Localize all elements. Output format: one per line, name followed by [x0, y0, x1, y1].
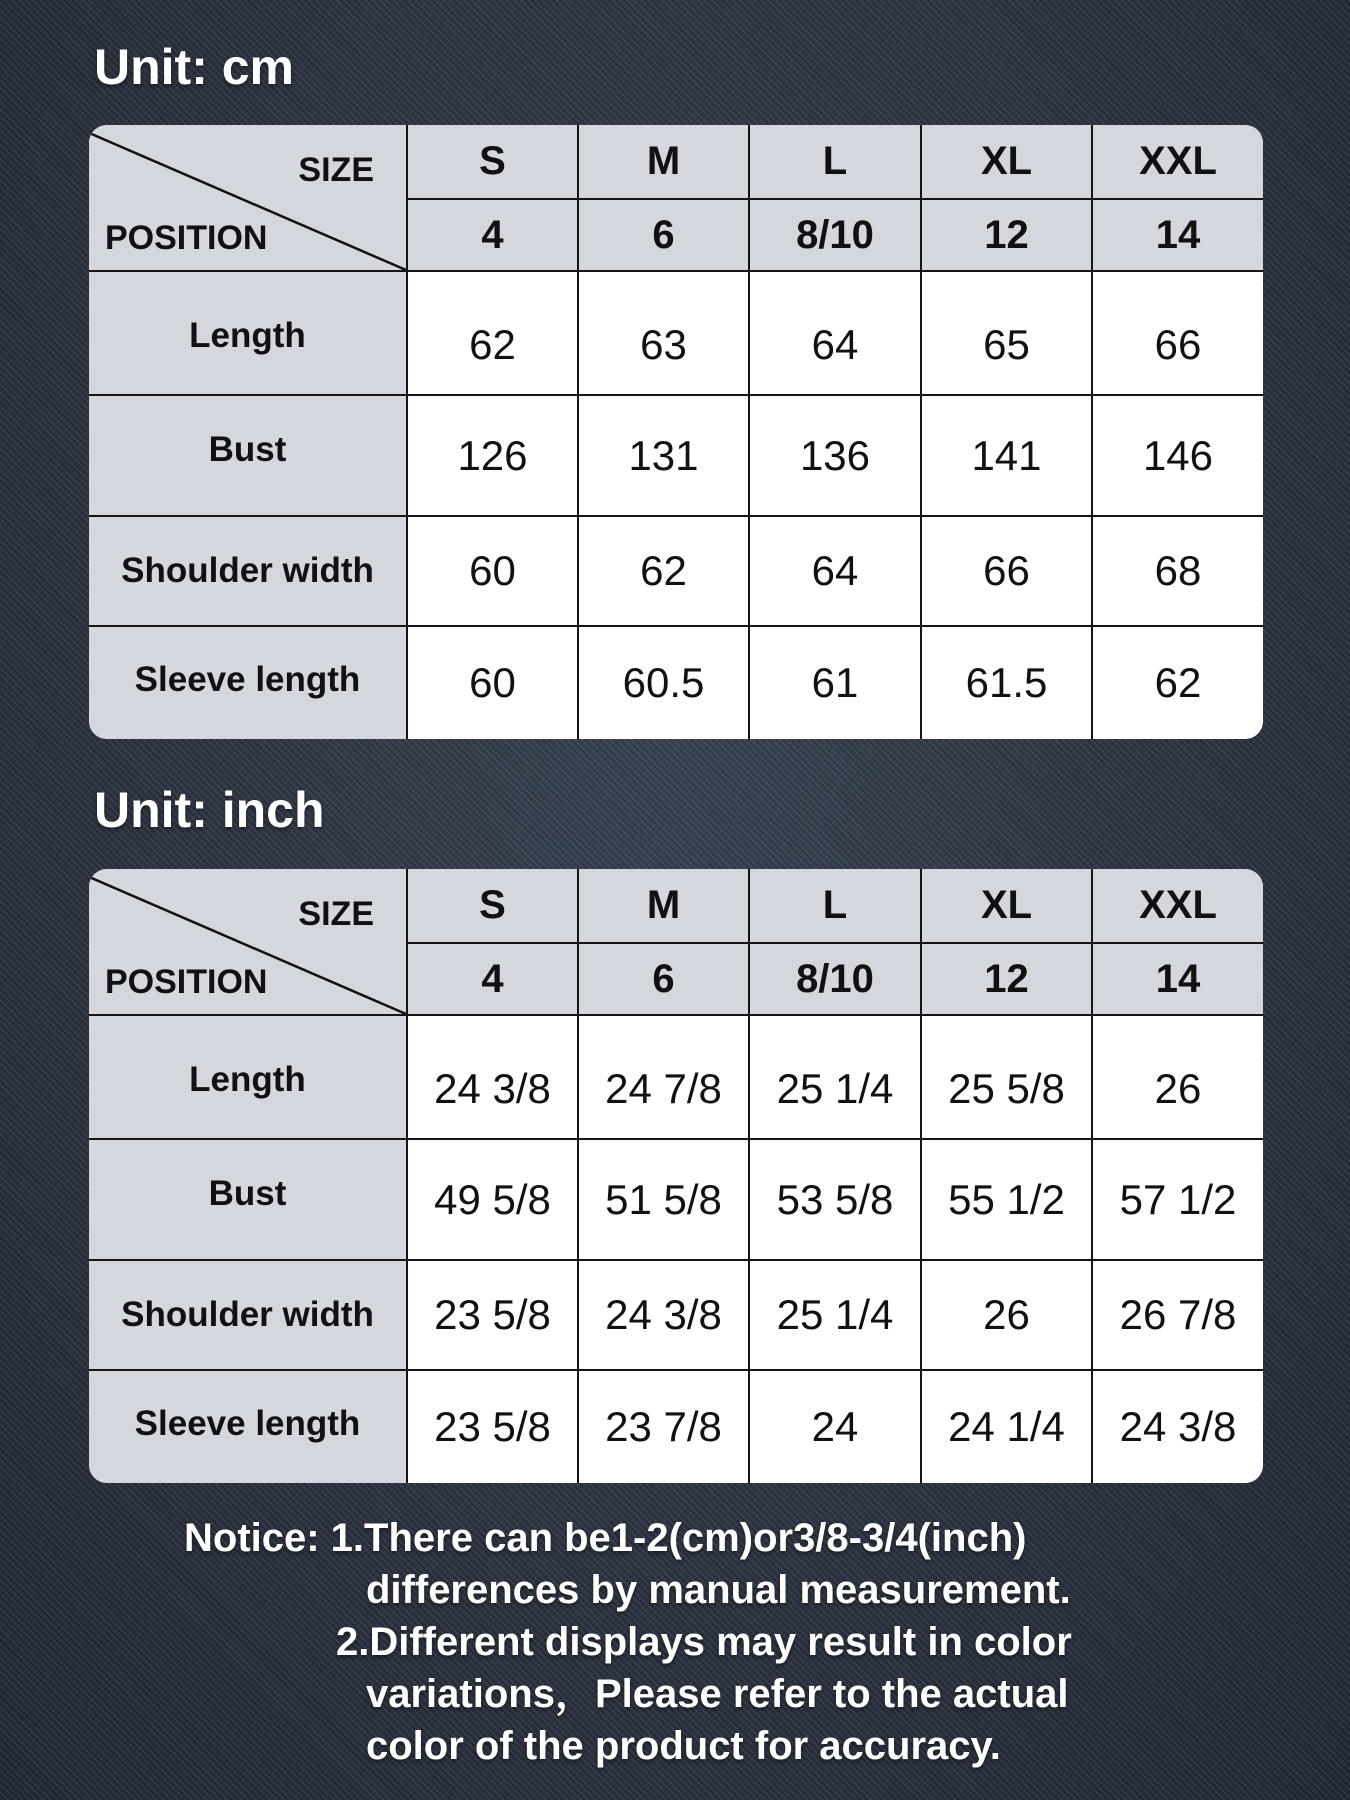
value-cell: 24 1/4: [921, 1370, 1092, 1483]
value-cell: 65: [921, 271, 1092, 395]
value-cell: 25 5/8: [921, 1015, 1092, 1139]
value-cell: 64: [749, 271, 921, 395]
value-cell: 53 5/8: [749, 1139, 921, 1260]
value-cell: 62: [407, 271, 578, 395]
size-table-cm: [89, 125, 1263, 739]
unit-title-cm: Unit: cm: [94, 39, 294, 95]
value-cell: 62: [578, 516, 749, 626]
size-number-cell: 6: [578, 943, 749, 1015]
value-cell: 24: [749, 1370, 921, 1483]
notice-line: variations，Please refer to the actual: [366, 1672, 1069, 1716]
notice-line: color of the product for accuracy.: [366, 1724, 1001, 1768]
value-cell: 68: [1092, 516, 1263, 626]
table-row: [89, 271, 1263, 395]
row-label-length: Length: [89, 271, 407, 395]
size-number-cell: 12: [921, 199, 1092, 271]
value-cell: 25 1/4: [749, 1260, 921, 1370]
value-cell: 60: [407, 516, 578, 626]
value-cell: 61.5: [921, 626, 1092, 739]
value-cell: 26: [921, 1260, 1092, 1370]
notice-line: Notice: 1.There can be1-2(cm)or3/8-3/4(inch): [184, 1516, 1027, 1560]
value-cell: 23 5/8: [407, 1260, 578, 1370]
value-cell: 23 5/8: [407, 1370, 578, 1483]
value-cell: 60.5: [578, 626, 749, 739]
size-header-cell: M: [578, 125, 749, 199]
corner-position-label: POSITION: [105, 219, 268, 257]
value-cell: 66: [921, 516, 1092, 626]
size-header-cell: S: [407, 125, 578, 199]
table-row: [89, 1370, 1263, 1483]
value-cell: 51 5/8: [578, 1139, 749, 1260]
value-cell: 26: [1092, 1015, 1263, 1139]
row-label-sleeve-length: Sleeve length: [89, 626, 407, 739]
value-cell: 25 1/4: [749, 1015, 921, 1139]
value-cell: 49 5/8: [407, 1139, 578, 1260]
size-header-cell: XXL: [1092, 869, 1263, 943]
notice-line: differences by manual measurement.: [366, 1568, 1071, 1612]
size-number-cell: 14: [1092, 943, 1263, 1015]
size-number-cell: 12: [921, 943, 1092, 1015]
value-cell: 141: [921, 395, 1092, 516]
value-cell: 146: [1092, 395, 1263, 516]
value-cell: 26 7/8: [1092, 1260, 1263, 1370]
table-row: [89, 395, 1263, 516]
unit-title-inch: Unit: inch: [94, 782, 325, 838]
value-cell: 136: [749, 395, 921, 516]
value-cell: 55 1/2: [921, 1139, 1092, 1260]
corner-position-label: POSITION: [105, 963, 268, 1001]
corner-size-label: SIZE: [298, 151, 374, 189]
size-header-cell: XL: [921, 125, 1092, 199]
value-cell: 61: [749, 626, 921, 739]
notice-line: 2.Different displays may result in color: [336, 1620, 1072, 1664]
value-cell: 24 3/8: [578, 1260, 749, 1370]
size-header-cell: XXL: [1092, 125, 1263, 199]
value-cell: 131: [578, 395, 749, 516]
row-label-length: Length: [89, 1015, 407, 1139]
size-number-cell: 4: [407, 199, 578, 271]
row-label-shoulder-width: Shoulder width: [89, 516, 407, 626]
value-cell: 24 7/8: [578, 1015, 749, 1139]
value-cell: 24 3/8: [1092, 1370, 1263, 1483]
size-header-row: [89, 869, 1263, 943]
table-row: [89, 1260, 1263, 1370]
corner-header-cell: [89, 125, 407, 271]
notice-block: [184, 1512, 1072, 1772]
size-number-cell: 4: [407, 943, 578, 1015]
size-table-inch: [89, 869, 1263, 1483]
value-cell: 62: [1092, 626, 1263, 739]
corner-size-label: SIZE: [298, 895, 374, 933]
value-cell: 60: [407, 626, 578, 739]
size-header-cell: L: [749, 125, 921, 199]
value-cell: 63: [578, 271, 749, 395]
size-number-cell: 8/10: [749, 199, 921, 271]
value-cell: 24 3/8: [407, 1015, 578, 1139]
value-cell: 64: [749, 516, 921, 626]
table-row: [89, 1015, 1263, 1139]
size-header-cell: L: [749, 869, 921, 943]
size-number-cell: 14: [1092, 199, 1263, 271]
value-cell: 23 7/8: [578, 1370, 749, 1483]
table-row: [89, 1139, 1263, 1260]
value-cell: 126: [407, 395, 578, 516]
table-row: [89, 516, 1263, 626]
size-header-cell: M: [578, 869, 749, 943]
row-label-shoulder-width: Shoulder width: [89, 1260, 407, 1370]
size-header-cell: S: [407, 869, 578, 943]
corner-header-cell: [89, 869, 407, 1015]
row-label-bust: Bust: [89, 395, 407, 516]
row-label-bust: Bust: [89, 1139, 407, 1260]
value-cell: 66: [1092, 271, 1263, 395]
size-number-cell: 6: [578, 199, 749, 271]
row-label-sleeve-length: Sleeve length: [89, 1370, 407, 1483]
value-cell: 57 1/2: [1092, 1139, 1263, 1260]
size-header-row: [89, 125, 1263, 199]
size-number-cell: 8/10: [749, 943, 921, 1015]
size-header-cell: XL: [921, 869, 1092, 943]
table-row: [89, 626, 1263, 739]
